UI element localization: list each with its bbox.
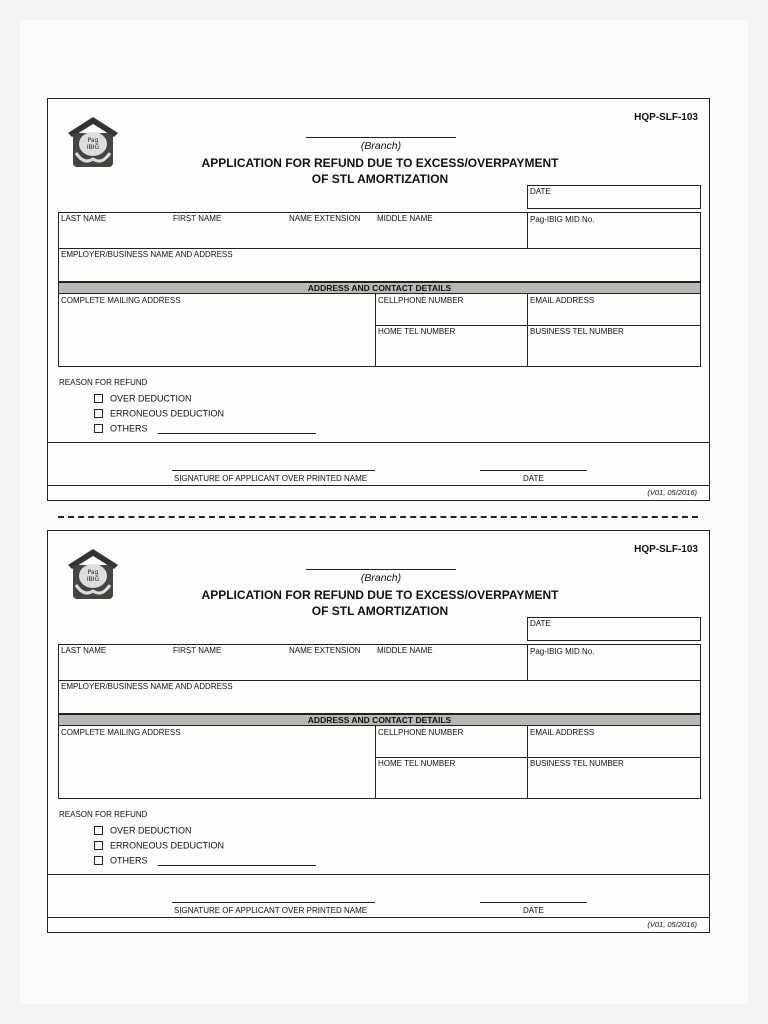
email-field[interactable]: EMAIL ADDRESS xyxy=(530,728,595,737)
form-code: HQP-SLF-103 xyxy=(634,112,698,123)
employer-field[interactable]: EMPLOYER/BUSINESS NAME AND ADDRESS xyxy=(61,682,233,691)
last-name-field[interactable]: LAST NAME xyxy=(61,214,107,223)
last-name-field[interactable]: LAST NAME xyxy=(61,646,107,655)
date-label: DATE xyxy=(530,187,551,196)
home-tel-field[interactable]: HOME TEL NUMBER xyxy=(378,759,456,768)
others-specify-line[interactable] xyxy=(158,433,316,434)
applicant-info-box xyxy=(58,644,701,714)
mailing-address-field[interactable]: COMPLETE MAILING ADDRESS xyxy=(61,728,181,737)
version-text: (V01, 05/2016) xyxy=(647,488,697,497)
refund-form-bottom xyxy=(47,530,710,933)
refund-form-top xyxy=(47,98,710,501)
middle-name-field[interactable]: MIDDLE NAME xyxy=(377,214,433,223)
checkbox-icon[interactable] xyxy=(94,394,103,403)
branch-label: (Branch) xyxy=(360,572,402,584)
reason-option-others[interactable]: OTHERS xyxy=(94,423,316,436)
signature-line[interactable] xyxy=(172,470,375,471)
date-field[interactable] xyxy=(527,617,701,641)
mailing-address-field[interactable]: COMPLETE MAILING ADDRESS xyxy=(61,296,181,305)
pagibig-logo-icon xyxy=(64,113,122,171)
form-code: HQP-SLF-103 xyxy=(634,544,698,555)
reason-label: REASON FOR REFUND xyxy=(59,810,148,819)
form-title xyxy=(168,155,592,187)
date-label: DATE xyxy=(530,619,551,628)
signature-date-line[interactable] xyxy=(480,902,587,903)
employer-field[interactable]: EMPLOYER/BUSINESS NAME AND ADDRESS xyxy=(61,250,233,259)
form-title xyxy=(168,587,592,619)
cellphone-field[interactable]: CELLPHONE NUMBER xyxy=(378,296,464,305)
reason-option-erroneous-deduction[interactable]: ERRONEOUS DEDUCTION xyxy=(94,840,224,853)
applicant-info-box xyxy=(58,212,701,282)
first-name-field[interactable]: FIRST NAME xyxy=(173,214,222,223)
name-extension-field[interactable]: NAME EXTENSION xyxy=(289,214,361,223)
checkbox-icon[interactable] xyxy=(94,424,103,433)
reason-option-over-deduction[interactable]: OVER DEDUCTION xyxy=(94,825,192,838)
title-line-2: OF STL AMORTIZATION xyxy=(311,604,449,618)
contact-section-header: ADDRESS AND CONTACT DETAILS xyxy=(58,714,701,726)
tear-line xyxy=(58,516,698,518)
checkbox-icon[interactable] xyxy=(94,826,103,835)
signature-label: SIGNATURE OF APPLICANT OVER PRINTED NAME xyxy=(174,474,368,483)
title-line-2: OF STL AMORTIZATION xyxy=(311,172,449,186)
branch-line[interactable] xyxy=(306,137,456,138)
contact-section-header: ADDRESS AND CONTACT DETAILS xyxy=(58,282,701,294)
signature-date-label: DATE xyxy=(523,474,544,483)
reason-label: REASON FOR REFUND xyxy=(59,378,148,387)
pagibig-logo-icon xyxy=(64,545,122,603)
signature-line[interactable] xyxy=(172,902,375,903)
title-line-1: APPLICATION FOR REFUND DUE TO EXCESS/OVERPAYMENT xyxy=(201,588,559,602)
mid-no-field[interactable]: Pag-IBIG MID No. xyxy=(530,215,595,224)
checkbox-icon[interactable] xyxy=(94,856,103,865)
signature-date-label: DATE xyxy=(523,906,544,915)
reason-option-others[interactable]: OTHERS xyxy=(94,855,316,868)
middle-name-field[interactable]: MIDDLE NAME xyxy=(377,646,433,655)
logo-text-1: Pag xyxy=(87,569,99,576)
others-specify-line[interactable] xyxy=(158,865,316,866)
home-tel-field[interactable]: HOME TEL NUMBER xyxy=(378,327,456,336)
branch-label: (Branch) xyxy=(360,140,402,152)
logo-text-2: IBIG xyxy=(86,144,100,151)
reason-option-erroneous-deduction[interactable]: ERRONEOUS DEDUCTION xyxy=(94,408,224,421)
contact-details-box xyxy=(58,725,701,799)
logo-text-1: Pag xyxy=(87,137,99,144)
date-field[interactable] xyxy=(527,185,701,209)
signature-date-line[interactable] xyxy=(480,470,587,471)
logo-text-2: IBIG xyxy=(86,576,100,583)
signature-label: SIGNATURE OF APPLICANT OVER PRINTED NAME xyxy=(174,906,368,915)
reason-option-over-deduction[interactable]: OVER DEDUCTION xyxy=(94,393,192,406)
contact-details-box xyxy=(58,293,701,367)
business-tel-field[interactable]: BUSINESS TEL NUMBER xyxy=(530,327,624,336)
business-tel-field[interactable]: BUSINESS TEL NUMBER xyxy=(530,759,624,768)
branch-line[interactable] xyxy=(306,569,456,570)
first-name-field[interactable]: FIRST NAME xyxy=(173,646,222,655)
email-field[interactable]: EMAIL ADDRESS xyxy=(530,296,595,305)
title-line-1: APPLICATION FOR REFUND DUE TO EXCESS/OVERPAYMENT xyxy=(201,156,559,170)
cellphone-field[interactable]: CELLPHONE NUMBER xyxy=(378,728,464,737)
name-extension-field[interactable]: NAME EXTENSION xyxy=(289,646,361,655)
version-text: (V01, 05/2016) xyxy=(647,920,697,929)
mid-no-field[interactable]: Pag-IBIG MID No. xyxy=(530,647,595,656)
checkbox-icon[interactable] xyxy=(94,841,103,850)
checkbox-icon[interactable] xyxy=(94,409,103,418)
